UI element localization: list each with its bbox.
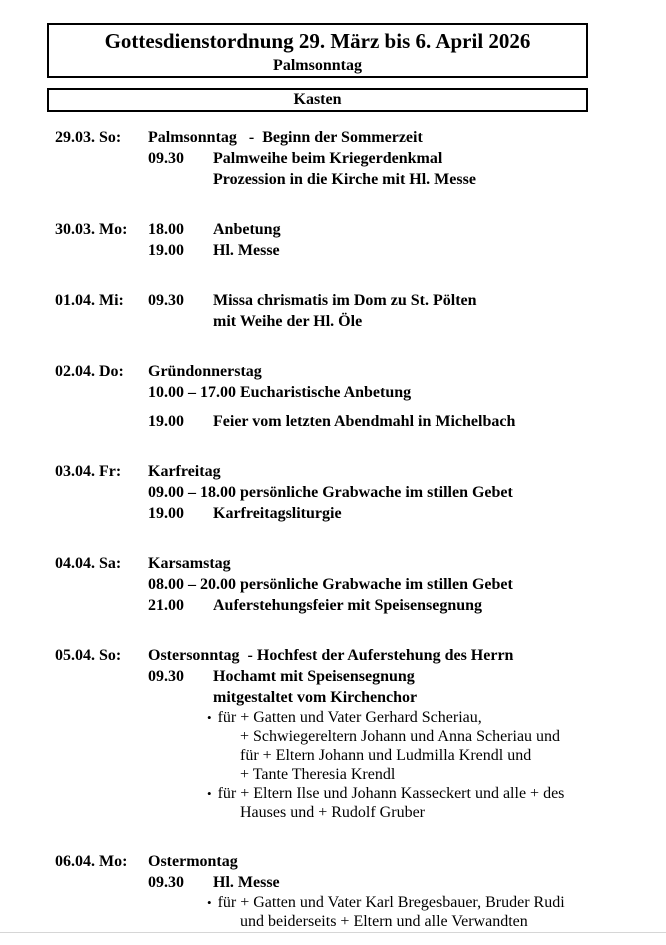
schedule-line	[148, 219, 615, 240]
time-label: 09.30	[148, 874, 184, 891]
schedule-line: mitgestaltet vom Kirchenchor	[213, 689, 418, 706]
page-bottom-rule	[0, 932, 666, 933]
document-subtitle: Palmsonntag	[273, 57, 362, 74]
schedule-line: Gründonnerstag	[148, 363, 262, 380]
entry-lines	[148, 127, 615, 190]
intention-line	[148, 708, 615, 727]
intention-line-continued: für + Eltern Johann und Ludmilla Krendl und	[240, 747, 532, 764]
schedule-line	[148, 240, 615, 261]
schedule-line	[148, 666, 615, 687]
line-text: Karfreitagsliturgie	[213, 505, 342, 522]
time-label: 09.30	[148, 668, 184, 685]
time-label: 19.00	[148, 413, 184, 430]
schedule-entry	[55, 219, 615, 261]
schedule-line	[148, 595, 615, 616]
intention-line	[148, 784, 615, 803]
title-box	[47, 23, 588, 78]
time-label: 09.30	[148, 292, 184, 309]
schedule-line	[148, 872, 615, 893]
entry-date: 02.04. Do:	[55, 363, 124, 380]
schedule-line: Karsamstag	[148, 555, 231, 572]
schedule-line	[148, 290, 615, 311]
time-label: 19.00	[148, 242, 184, 259]
schedule-line: Ostermontag	[148, 853, 238, 870]
schedule-line: Prozession in die Kirche mit Hl. Messe	[213, 171, 476, 188]
entry-lines	[148, 645, 615, 822]
time-label: 21.00	[148, 597, 184, 614]
entry-lines	[148, 219, 615, 261]
schedule-entry	[55, 553, 615, 616]
schedule-entry	[55, 645, 615, 822]
line-text: Auferstehungsfeier mit Speisensegnung	[213, 597, 483, 614]
schedule-line: 08.00 – 20.00 persönliche Grabwache im stillen Gebet	[148, 576, 513, 593]
entry-date: 04.04. Sa:	[55, 555, 122, 572]
bullet-icon: •	[207, 895, 212, 910]
intention-line-continued: und beiderseits + Eltern und alle Verwandten	[240, 913, 528, 930]
entry-lines	[148, 553, 615, 616]
time-label: 09.30	[148, 150, 184, 167]
document-title: Gottesdienstordnung 29. März bis 6. April 2026	[104, 29, 531, 53]
entry-lines	[148, 851, 615, 931]
schedule-line	[148, 411, 615, 432]
line-text: Hl. Messe	[213, 242, 280, 259]
line-text: Feier vom letzten Abendmahl in Michelbach	[213, 413, 516, 430]
schedule-entry	[55, 127, 615, 190]
bullet-icon: •	[207, 710, 212, 725]
line-text: Hl. Messe	[213, 874, 280, 891]
intention-line-continued: Hauses und + Rudolf Gruber	[240, 804, 425, 821]
schedule-line	[148, 148, 615, 169]
line-text: Hochamt mit Speisensegnung	[213, 668, 415, 685]
schedule-line: Ostersonntag - Hochfest der Auferstehung des Herrn	[148, 647, 514, 664]
schedule-list	[55, 127, 615, 931]
intention-line-continued: + Tante Theresia Krendl	[240, 766, 396, 783]
time-label: 18.00	[148, 221, 184, 238]
entry-date: 29.03. So:	[55, 129, 122, 146]
line-text: Missa chrismatis im Dom zu St. Pölten	[213, 292, 477, 309]
line-text: für + Gatten und Vater Gerhard Scheriau,	[217, 709, 482, 726]
entry-date: 01.04. Mi:	[55, 292, 124, 309]
entry-date: 05.04. So:	[55, 647, 122, 664]
schedule-entry	[55, 361, 615, 432]
schedule-line	[148, 503, 615, 524]
schedule-line: 10.00 – 17.00 Eucharistische Anbetung	[148, 384, 412, 401]
location-box	[47, 88, 588, 112]
line-text: Palmweihe beim Kriegerdenkmal	[213, 150, 443, 167]
schedule-entry	[55, 461, 615, 524]
schedule-entry	[55, 851, 615, 931]
bullet-icon: •	[207, 786, 212, 801]
schedule-entry	[55, 290, 615, 332]
location-title: Kasten	[293, 91, 342, 108]
entry-date: 30.03. Mo:	[55, 221, 128, 238]
schedule-line: mit Weihe der Hl. Öle	[213, 313, 363, 330]
intention-line	[148, 893, 615, 912]
line-text: für + Eltern Ilse und Johann Kasseckert und alle + des	[217, 785, 565, 802]
entry-lines	[148, 361, 615, 432]
entry-date: 03.04. Fr:	[55, 463, 122, 480]
intention-line-continued: + Schwiegereltern Johann und Anna Scheriau und	[240, 728, 561, 745]
time-label: 19.00	[148, 505, 184, 522]
entry-lines	[148, 461, 615, 524]
entry-lines	[148, 290, 615, 332]
schedule-line: 09.00 – 18.00 persönliche Grabwache im stillen Gebet	[148, 484, 513, 501]
line-text: Anbetung	[213, 221, 281, 238]
entry-date: 06.04. Mo:	[55, 853, 128, 870]
schedule-line: Karfreitag	[148, 463, 221, 480]
line-text: für + Gatten und Vater Karl Bregesbauer, Bruder Rudi	[217, 894, 565, 911]
schedule-line: Palmsonntag - Beginn der Sommerzeit	[148, 129, 423, 146]
